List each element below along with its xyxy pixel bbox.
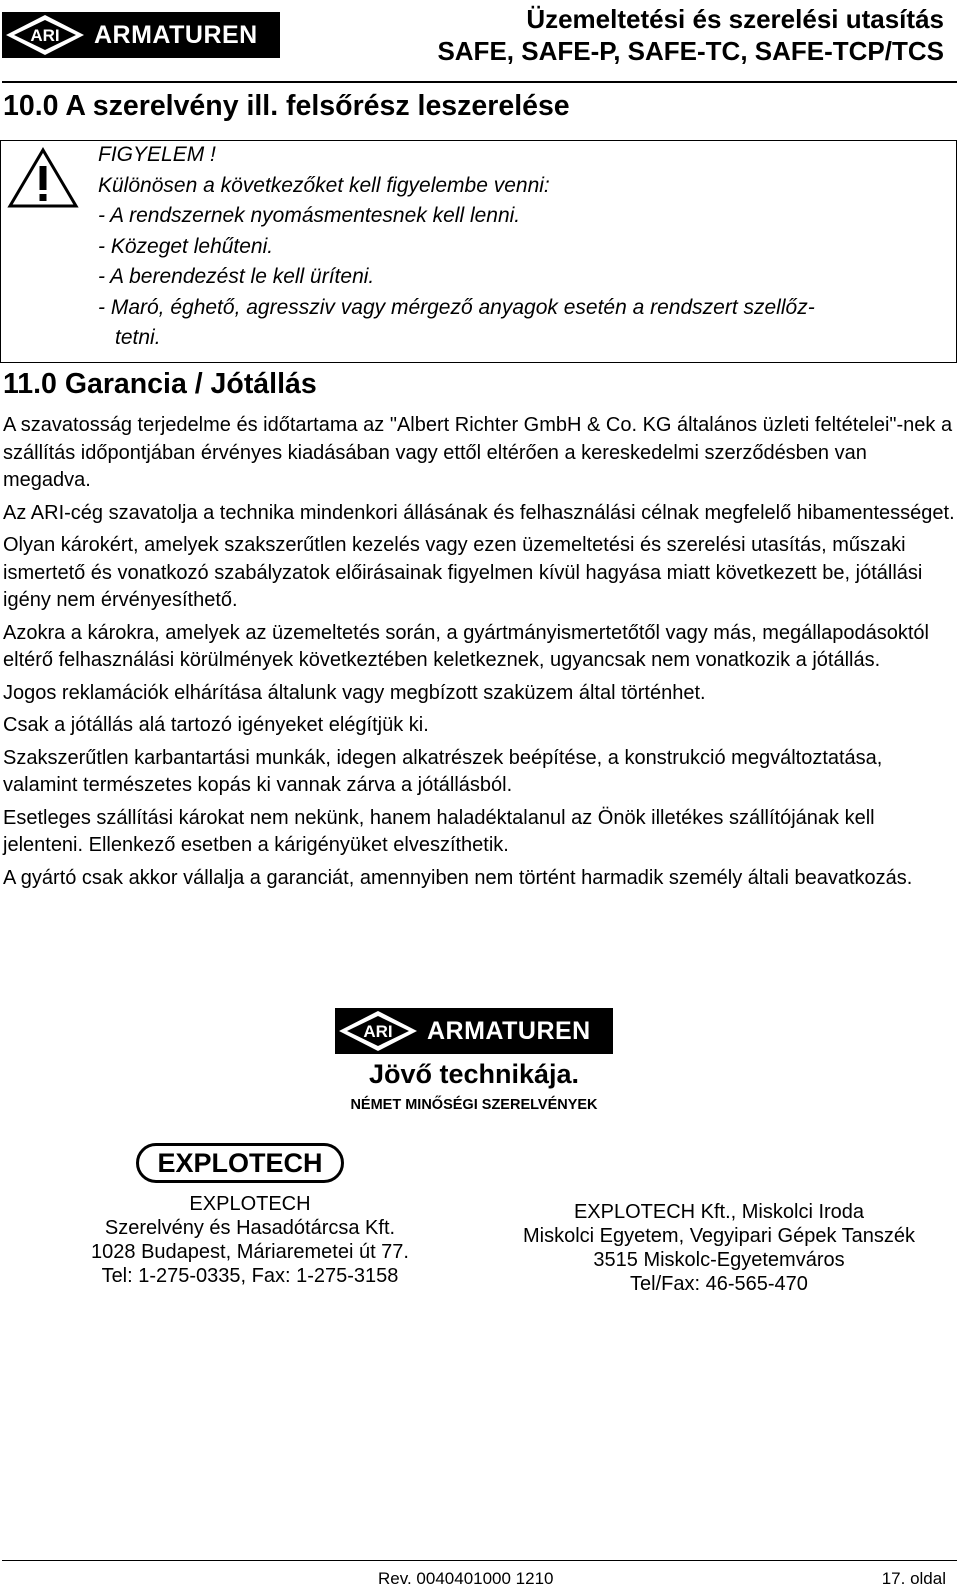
- logo-wordmark: ARMATUREN: [427, 1016, 591, 1045]
- paragraph: Az ARI-cég szavatolja a technika mindenkori állásának és felhasználási célnak megfelelő hibamentességet.: [3, 501, 955, 524]
- warning-text: [98, 140, 918, 354]
- header-divider: [2, 81, 957, 83]
- address-line: EXPLOTECH Kft., Miskolci Iroda: [573, 1201, 865, 1223]
- document-title-line1: Üzemeltetési és szerelési utasítás: [526, 4, 944, 34]
- address-line: Tel: 1-275-0335, Fax: 1-275-3158: [101, 1265, 399, 1287]
- warning-title: FIGYELEM !: [98, 143, 216, 166]
- ari-mark-text: ARI: [30, 26, 60, 45]
- address-line: Tel/Fax: 46-565-470: [630, 1273, 808, 1295]
- section-10-heading: 10.0 A szerelvény ill. felsőrész leszerelése: [3, 90, 570, 122]
- ari-diamond-icon: [335, 1008, 421, 1054]
- slogan: Jövő technikája.: [368, 1059, 580, 1089]
- document-title: [437, 3, 944, 67]
- paragraph: Csak a jótállás alá tartozó igényeket elégítjük ki.: [3, 714, 429, 736]
- ari-armaturen-logo: [2, 12, 280, 58]
- budapest-address: [40, 1192, 460, 1288]
- ari-mark-text: ARI: [363, 1022, 393, 1041]
- warning-triangle-icon: [6, 146, 80, 210]
- paragraph: Azokra a károkra, amelyek az üzemeltetés során, a gyártmányismertetőtől vagy más, megállapodásoktól eltérő felhasználási körülmények következtében keletkeznek, ugyancsak nem vonatkozik a jótállás.: [3, 621, 929, 671]
- logo-wordmark: ARMATUREN: [94, 20, 258, 49]
- ari-armaturen-logo-center: [335, 1008, 613, 1054]
- paragraph: A gyártó csak akkor vállalja a garanciát, amennyiben nem történt harmadik személy általi beavatkozás.: [3, 866, 913, 889]
- paragraph: Szakszerűtlen karbantartási munkák, idegen alkatrészek beépítése, a konstrukció megváltoztatása, valamint természetes kopás ki vannak zárva a jótállásból.: [3, 746, 883, 796]
- section-11-heading: 11.0 Garancia / Jótállás: [3, 368, 317, 400]
- footer-divider: [2, 1560, 957, 1561]
- address-line: Miskolci Egyetem, Vegyipari Gépek Tanszék: [522, 1225, 916, 1247]
- paragraph: Jogos reklamációk elhárítása általunk vagy megbízott szaküzem által történhet.: [3, 681, 706, 704]
- paragraph: Olyan károkért, amelyek szakszerűtlen kezelés vagy ezen üzemeltetési és szerelési utasítás, műszaki ismertető és vonatkozó szabályzatok előirásainak figyelmen kívül hagyása miatt következett be, jótállási igény nem érvényesíthető.: [3, 534, 923, 611]
- warning-line: - A berendezést le kell üríteni.: [98, 265, 375, 288]
- slogan-subtitle: NÉMET MINŐSÉGI SZERELVÉNYEK: [350, 1097, 598, 1113]
- warning-line: Különösen a következőket kell figyelembe venni:: [98, 173, 550, 197]
- address-line: 1028 Budapest, Máriaremetei út 77.: [91, 1241, 409, 1263]
- warranty-body: [3, 412, 955, 897]
- document-title-line2: SAFE, SAFE-P, SAFE-TC, SAFE-TCP/TCS: [437, 36, 944, 66]
- paragraph: Esetleges szállítási károkat nem nekünk, hanem haladéktalanul az Önök illetékes szállítójának kell jelenteni. Ellenkező esetben a kárigényüket elveszíthetik.: [3, 806, 875, 856]
- address-line: 3515 Miskolc-Egyetemváros: [593, 1249, 845, 1271]
- ari-diamond-icon: [2, 12, 88, 58]
- warning-line: - A rendszernek nyomásmentesnek kell lenni.: [98, 204, 521, 227]
- paragraph: A szavatosság terjedelme és időtartama az "Albert Richter GmbH & Co. KG általános üzleti feltételei"-nek a szállítás időpontjában érvényes kiadásában vagy ettől eltérően a kereskedelmi szerződésben van megadva.: [3, 414, 953, 491]
- warning-line: tetni.: [115, 326, 161, 349]
- miskolc-address: [498, 1200, 940, 1296]
- page-number: 17. oldal: [881, 1569, 946, 1588]
- address-line: Szerelvény és Hasadótárcsa Kft.: [104, 1217, 396, 1239]
- address-line: EXPLOTECH: [189, 1193, 311, 1215]
- warning-line: - Maró, éghető, agressziv vagy mérgező anyagok esetén a rendszert szellőz-: [98, 295, 815, 319]
- explotech-logo: EXPLOTECH: [136, 1143, 344, 1183]
- warning-line: - Közeget lehűteni.: [98, 234, 274, 258]
- revision-number: Rev. 0040401000 1210: [378, 1569, 554, 1588]
